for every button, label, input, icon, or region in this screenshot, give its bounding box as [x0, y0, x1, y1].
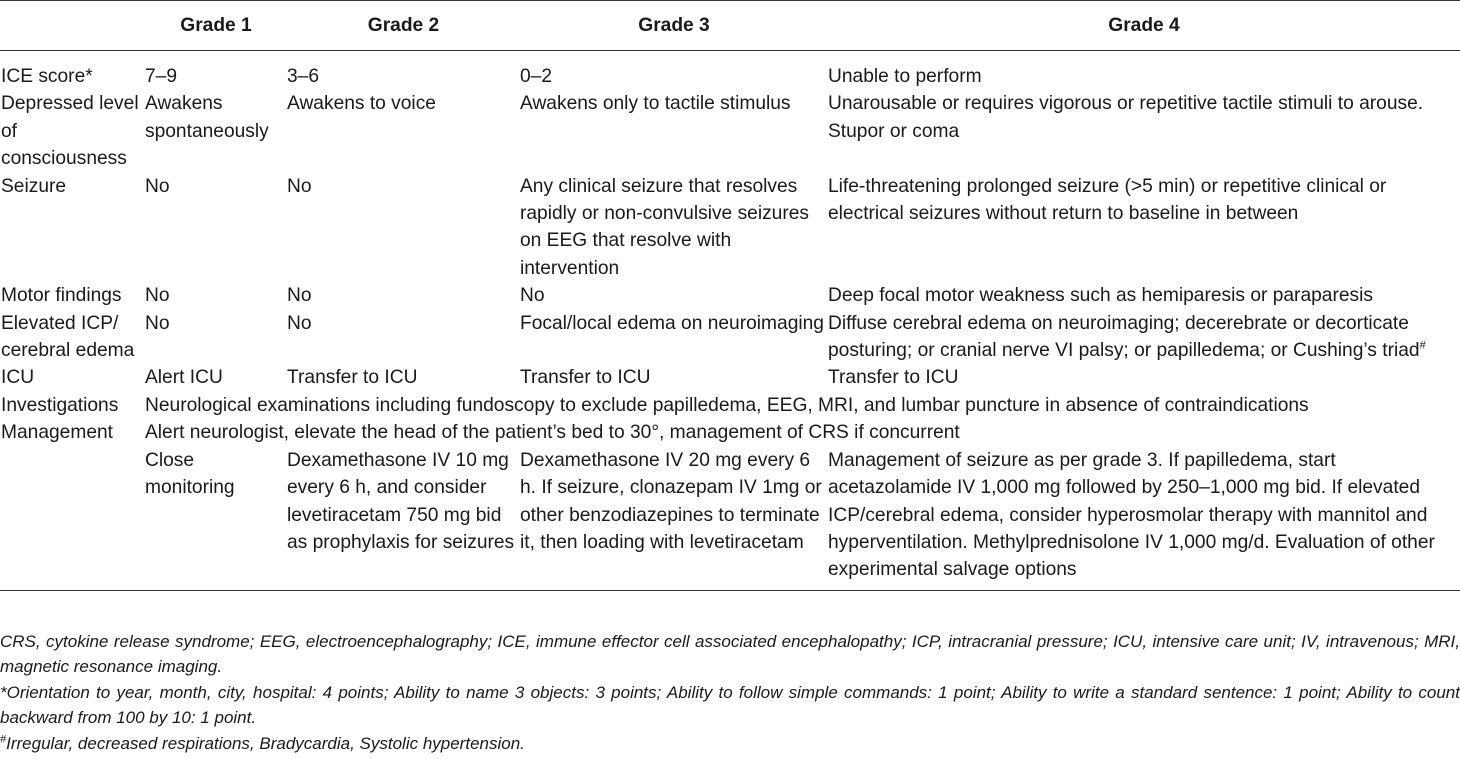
row-management [0, 419, 1460, 446]
row-label: Motor findings [1, 285, 122, 307]
header-blank [0, 1, 145, 51]
cell-grade-2: No [287, 312, 312, 334]
ice-score-note: *Orientation to year, month, city, hospital: 4 points; Ability to name 3 objects: 3 points; Ability to follow simple commands: 1 point; Ability to write a standard sentence: 1 point; Ability to count backward from 100 by 10: 1 point. [0, 683, 1460, 727]
row-label: ICE score* [1, 66, 93, 87]
cell-grade-1: No [145, 312, 170, 334]
cell-grade-1: 7–9 [145, 66, 178, 87]
row-label: ICU [1, 367, 35, 389]
cell-grade-3: Any clinical seizure that resolves rapidly or non-convulsive seizures on EEG that resolve with intervention [520, 175, 810, 279]
table-body [0, 51, 1460, 591]
cell-grade-4: Management of seizure as per grade 3. If papilledema, start acetazolamide IV 1,000 mg followed by 250–1,000 mg bid. If elevated ICP/cerebral edema, consider hyperosmolar therapy with mannitol and hyperventilation. Methylprednisolone IV 1,000 mg/d. Evaluation of other experimental salvage options [828, 447, 1460, 591]
header-grade-4: Grade 4 [828, 1, 1460, 51]
row-label: Seizure [1, 175, 67, 197]
cell-grade-4: Deep focal motor weakness such as hemiparesis or paraparesis [828, 285, 1373, 307]
row-label: Depressed level of consciousness [1, 93, 139, 170]
row-label: Elevated ICP/ cerebral edema [1, 312, 135, 362]
cell-grade-4-text: Diffuse cerebral edema on neuroimaging; decerebrate or decorticate posturing; or cranial nerve VI palsy; or papilledema; or Cushing’s triad [828, 312, 1420, 362]
row-motor-findings [0, 282, 1460, 309]
cell-grade-1: Awakens spontaneously [145, 93, 269, 142]
header-grade-3: Grade 3 [520, 1, 828, 51]
cell-grade-4: Transfer to ICU [828, 367, 959, 389]
cell-grade-4: Unable to perform [828, 66, 982, 87]
cell-grade-2: No [287, 285, 312, 307]
row-label: Investigations [1, 394, 119, 416]
table-header [0, 1, 1460, 51]
abbreviations-note: CRS, cytokine release syndrome; EEG, electroencephalography; ICE, immune effector cell associated encephalopathy; ICP, intracranial pressure; ICU, intensive care unit; IV, intravenous; MRI, magnetic resonance imaging. [0, 632, 1460, 676]
cell-grade-3: No [520, 285, 545, 307]
hash-footnote-mark: # [1419, 339, 1426, 352]
header-grade-2: Grade 2 [287, 1, 520, 51]
cell-all-grades: Neurological examinations including fundoscopy to exclude papilledema, EEG, MRI, and lumbar puncture in absence of contraindications [145, 394, 1309, 416]
cushing-triad-text: Irregular, decreased respirations, Bradycardia, Systolic hypertension. [6, 734, 525, 753]
cell-grade-2: No [287, 175, 312, 197]
cushing-triad-note [0, 732, 1460, 757]
cell-grade-1: Alert ICU [145, 367, 223, 389]
cell-grade-4: Unarousable or requires vigorous or repetitive tactile stimuli to arouse. Stupor or coma [828, 93, 1424, 142]
cell-grade-3: Dexamethasone IV 20 mg every 6 h. If seizure, clonazepam IV 1mg or other benzodiazepines to terminate it, then loading with levetiracetam [520, 447, 828, 591]
row-seizure [0, 173, 1460, 283]
row-label [0, 447, 145, 591]
cell-grade-2: Awakens to voice [287, 93, 436, 115]
cell-grade-3: Awakens only to tactile stimulus [520, 93, 791, 115]
cell-grade-2: 3–6 [287, 66, 320, 87]
table-footnotes [0, 630, 1460, 759]
cell-all-grades: Alert neurologist, elevate the head of the patient’s bed to 30°, management of CRS if concurrent [145, 422, 960, 444]
cell-grade-1: No [145, 285, 170, 307]
row-ice-score [0, 51, 1460, 91]
cell-grade-1: No [145, 175, 170, 197]
row-label: Management [1, 422, 113, 444]
cell-grade-4 [828, 310, 1460, 365]
cell-grade-2: Dexamethasone IV 10 mg every 6 h, and consider levetiracetam 750 mg bid as prophylaxis for seizures [287, 447, 520, 591]
row-consciousness [0, 90, 1460, 172]
cell-grade-3: 0–2 [520, 66, 553, 87]
cell-grade-3: Focal/local edema on neuroimaging [520, 312, 824, 334]
header-grade-1: Grade 1 [145, 1, 287, 51]
row-icu [0, 364, 1460, 391]
row-management-detail [0, 447, 1460, 591]
cell-grade-3: Transfer to ICU [520, 367, 651, 389]
cell-grade-2: Transfer to ICU [287, 367, 418, 389]
row-investigations [0, 392, 1460, 419]
cell-grade-4: Life-threatening prolonged seizure (>5 min) or repetitive clinical or electrical seizures without return to baseline in between [828, 175, 1387, 225]
cell-grade-1: Close monitoring [145, 447, 287, 591]
row-elevated-icp [0, 310, 1460, 365]
hash-mark: # [0, 733, 7, 746]
